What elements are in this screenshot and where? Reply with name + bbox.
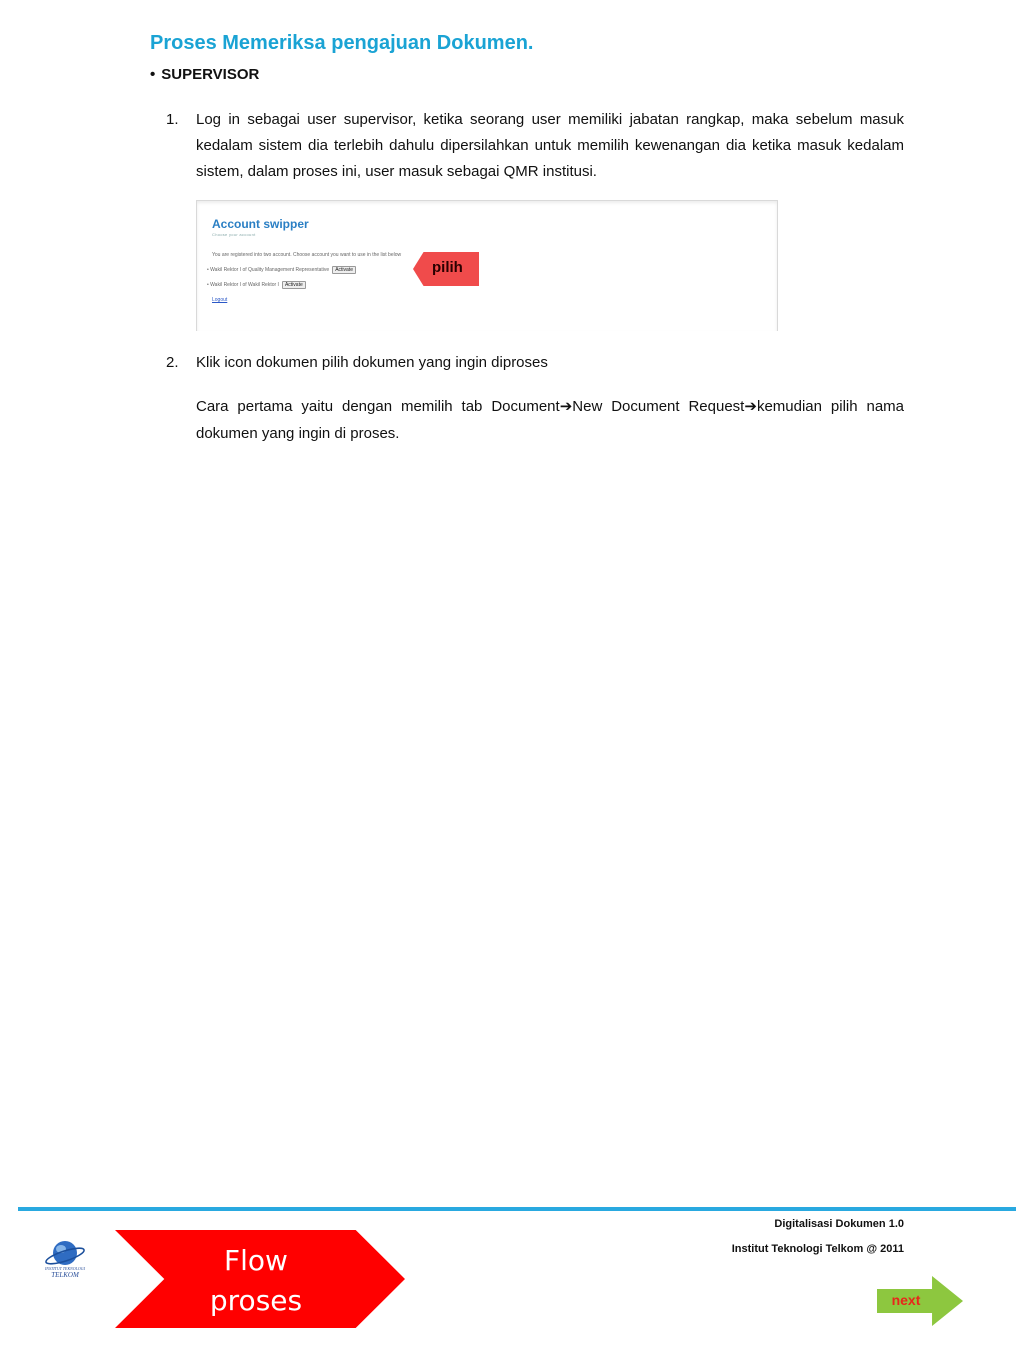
step-number: 2.	[166, 354, 179, 371]
flow-label-line2: proses	[209, 1284, 303, 1317]
screenshot-message: You are registered into two account. Choose account you want to use in the list below	[212, 252, 402, 258]
account-label: Wakil Rektor I of Quality Management Representative	[210, 267, 330, 273]
step-text: Log in sebagai user supervisor, ketika seorang user memiliki jabatan rangkap, maka sebelum masuk kedalam sistem dia terlebih dahulu dipersilahkan untuk memilih kewenangan dia ketika masuk kedalam sistem, dalam proses ini, user masuk sebagai QMR institusi.	[196, 111, 904, 180]
account-swipper-screenshot	[196, 200, 778, 331]
footer-divider	[18, 1207, 1016, 1211]
activate-button[interactable]: Activate	[282, 281, 306, 289]
bullet-icon: •	[207, 267, 211, 273]
logout-link[interactable]: Logout	[212, 297, 228, 303]
activate-button[interactable]: Activate	[332, 266, 356, 274]
screenshot-subtitle: Choose your account	[212, 232, 256, 237]
right-arrow-icon: ➔	[744, 398, 757, 415]
callout-label: pilih	[432, 259, 463, 276]
step-text: Klik icon dokumen pilih dokumen yang ingin diproses	[196, 354, 548, 371]
logo-text-line2: TELKOM	[51, 1271, 79, 1279]
logo-text-line1: INSTITUT TEKNOLOGI	[44, 1266, 86, 1271]
account-option	[207, 266, 356, 274]
role-label: SUPERVISOR	[161, 66, 260, 83]
account-label: Wakil Rektor I of Wakil Rektor I	[210, 282, 279, 288]
logo-text	[30, 1266, 100, 1279]
account-option	[207, 281, 306, 289]
role-heading	[150, 66, 259, 83]
detail-part2: New Document Request	[572, 398, 745, 415]
flow-label-line1: Flow	[224, 1244, 288, 1277]
document-version: Digitalisasi Dokumen 1.0	[774, 1218, 904, 1230]
detail-part3: kemudian pilih nama dokumen yang ingin di proses.	[196, 398, 905, 442]
step-detail	[196, 393, 904, 447]
step-number: 1.	[166, 111, 179, 128]
next-label[interactable]: next	[891, 1292, 921, 1308]
bullet-icon: •	[207, 282, 211, 288]
right-arrow-icon: ➔	[559, 398, 573, 415]
copyright-text: Institut Teknologi Telkom @ 2011	[731, 1243, 904, 1255]
bullet-icon: •	[150, 66, 156, 83]
page-title: Proses Memeriksa pengajuan Dokumen.	[150, 32, 534, 54]
screenshot-title: Account swipper	[212, 217, 309, 231]
flow-proses-label[interactable]	[111, 1241, 401, 1321]
detail-part1: Cara pertama yaitu dengan memilih tab Document	[196, 398, 560, 415]
